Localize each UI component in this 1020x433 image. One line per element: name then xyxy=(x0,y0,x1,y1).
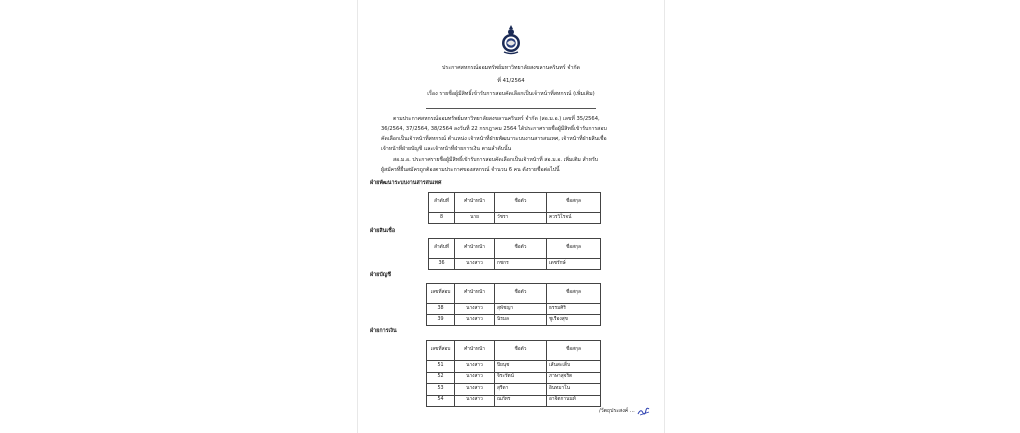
table-cell: นิรมล xyxy=(495,315,547,326)
table-cell: นางสาว xyxy=(455,384,495,396)
table-cell: ปิยนุช xyxy=(495,361,547,373)
table-cell: 38 xyxy=(427,304,455,315)
table-cell: จิระรัตน์ xyxy=(495,372,547,384)
table-header: ชื่อสกุล xyxy=(547,193,601,213)
body-paragraph-1-line-3: คัดเลือกเป็นเจ้าหน้าที่สหกรณ์ ตำแหน่ง เจ้าหน้าที่ฝ่ายพัฒนาระบบงานสารสนเทศ, เจ้าหน้าที่ฝ่ายสินเชื่อ xyxy=(381,136,607,142)
table-header: คำนำหน้า xyxy=(455,341,495,361)
announcement-org-line: ประกาศสหกรณ์ออมทรัพย์มหาวิทยาลัยสงขลานครินทร์ จำกัด xyxy=(442,65,580,71)
table-header: ชื่อตัว xyxy=(495,239,547,259)
table-row xyxy=(427,361,601,373)
table-row xyxy=(427,384,601,396)
table-header: คำนำหน้า xyxy=(455,193,495,213)
table-header: เลขที่สอบ xyxy=(427,341,455,361)
table-cell: อาจิตกานนท์ xyxy=(547,395,601,407)
table-cell: 8 xyxy=(429,213,455,224)
section-title-accounting: ฝ่ายบัญชี xyxy=(370,272,392,278)
table-cell: สุพัชญา xyxy=(495,304,547,315)
table-cell: 39 xyxy=(427,315,455,326)
section-title-credit: ฝ่ายสินเชื่อ xyxy=(370,228,396,234)
table-cell: เส้นสะเต็บ xyxy=(547,361,601,373)
table-header: คำนำหน้า xyxy=(455,239,495,259)
table-header: ลำดับที่ xyxy=(429,193,455,213)
table-row xyxy=(429,259,601,270)
table-cell: 54 xyxy=(427,395,455,407)
announcement-subject: เรื่อง รายชื่อผู้มีสิทธิ์เข้ารับการสอบคัดเลือกเป็นเจ้าหน้าที่สหกรณ์ (เพิ่มเติม) xyxy=(427,91,595,97)
section-title-it: ฝ่ายพัฒนาระบบงานสารสนเทศ xyxy=(370,180,442,186)
table-accounting xyxy=(426,283,601,326)
table-cell: นางสาว xyxy=(455,372,495,384)
table-row xyxy=(427,304,601,315)
table-cell: ชูเรืองสุข xyxy=(547,315,601,326)
continuation-note: /วัตถุประสงค์ ... xyxy=(599,408,635,414)
table-finance xyxy=(426,340,601,407)
table-header: ชื่อตัว xyxy=(495,341,547,361)
table-cell: 51 xyxy=(427,361,455,373)
table-header: ชื่อตัว xyxy=(495,193,547,213)
table-cell: นางสาว xyxy=(455,315,495,326)
university-seal-logo xyxy=(501,24,521,56)
document-page xyxy=(357,0,665,433)
table-header: ชื่อตัว xyxy=(495,284,547,304)
body-paragraph-1-line-2: 36/2564, 37/2564, 38/2564 ลงวันที่ 22 กรกฎาคม 2564 ได้ประกาศรายชื่อผู้มีสิทธิ์เข้ารับการสอบ xyxy=(381,126,607,132)
body-paragraph-2-line-1: สอ.ม.อ. ประกาศรายชื่อผู้มีสิทธิ์เข้ารับการสอบคัดเลือกเป็นเจ้าหน้าที่ สอ.ม.อ. เพิ่มเติม สำหรับ xyxy=(393,157,599,163)
table-cell: นาย xyxy=(455,213,495,224)
body-paragraph-2-line-2: ผู้สมัครที่ยื่นสมัครถูกต้องตามประกาศของสหกรณ์ จำนวน 6 คน ดังรายชื่อต่อไปนี้ xyxy=(381,167,560,173)
table-row xyxy=(427,315,601,326)
table-header: ชื่อสกุล xyxy=(547,341,601,361)
table-row xyxy=(429,213,601,224)
table-cell: นางสาว xyxy=(455,395,495,407)
body-paragraph-1-line-4: เจ้าหน้าที่ฝ่ายบัญชี และเจ้าหน้าที่ฝ่ายการเงิน ตามลำดับนั้น xyxy=(381,146,512,152)
table-cell: ธรรมศิริ xyxy=(547,304,601,315)
table-row xyxy=(427,395,601,407)
table-cell: นางสาว xyxy=(455,259,495,270)
table-cell: นางสาว xyxy=(455,361,495,373)
table-cell: 53 xyxy=(427,384,455,396)
table-cell: นางสาว xyxy=(455,304,495,315)
table-credit xyxy=(428,238,601,270)
table-cell: กชกร xyxy=(495,259,547,270)
table-cell: 36 xyxy=(429,259,455,270)
body-paragraph-1-line-1: ตามประกาศสหกรณ์ออมทรัพย์มหาวิทยาลัยสงขลานครินทร์ จำกัด (สอ.ม.อ.) เลขที่ 35/2564, xyxy=(393,116,600,122)
table-cell: เดชรักษ์ xyxy=(547,259,601,270)
table-cell: ควรวิโรจน์ xyxy=(547,213,601,224)
table-cell: วัชรา xyxy=(495,213,547,224)
table-header: ลำดับที่ xyxy=(429,239,455,259)
section-title-finance: ฝ่ายการเงิน xyxy=(370,328,397,334)
table-row xyxy=(427,372,601,384)
table-header: เลขที่สอบ xyxy=(427,284,455,304)
table-it xyxy=(428,192,601,224)
table-cell: 52 xyxy=(427,372,455,384)
handwritten-signature-mark xyxy=(637,405,651,417)
table-header: ชื่อสกุล xyxy=(547,284,601,304)
table-header: ชื่อสกุล xyxy=(547,239,601,259)
header-divider xyxy=(426,108,596,109)
table-header: คำนำหน้า xyxy=(455,284,495,304)
table-cell: ณภัทร xyxy=(495,395,547,407)
announcement-number: ที่ 41/2564 xyxy=(497,78,525,84)
table-cell: ภาษาสุจริต xyxy=(547,372,601,384)
table-cell: สุรีดา xyxy=(495,384,547,396)
table-cell: อินทมาโน xyxy=(547,384,601,396)
